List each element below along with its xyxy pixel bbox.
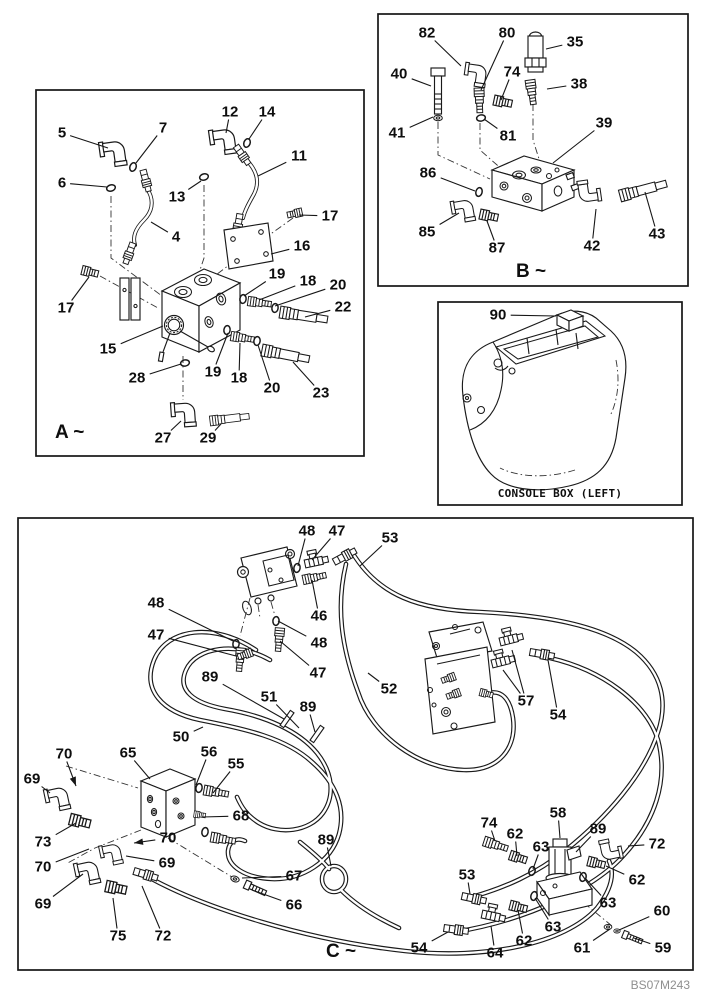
part-callout-68: 68 xyxy=(232,807,250,825)
elbow-fitting-27 xyxy=(170,401,196,427)
oring-48a xyxy=(293,563,301,573)
panel-console xyxy=(438,302,682,505)
part-callout-23: 23 xyxy=(312,384,330,402)
clamp-89a-drawing xyxy=(280,710,294,727)
part-callout-17: 17 xyxy=(321,207,339,225)
part-callout-87: 87 xyxy=(488,239,506,257)
panel-b xyxy=(378,14,688,286)
part-callout-64: 64 xyxy=(486,944,504,962)
leader-line xyxy=(150,364,181,374)
part-callout-48: 48 xyxy=(298,522,316,540)
plug-73 xyxy=(69,813,92,829)
part-callout-52: 52 xyxy=(380,680,398,698)
part-callout-60: 60 xyxy=(653,902,671,920)
part-callout-19: 19 xyxy=(268,265,286,283)
part-callout-69: 69 xyxy=(34,895,52,913)
nut-68 xyxy=(194,811,206,819)
leader-line xyxy=(312,580,318,609)
leader-line xyxy=(72,277,89,301)
leader-line xyxy=(56,823,76,835)
fitting-47b xyxy=(273,628,284,652)
hose-core xyxy=(322,866,346,892)
part-callout-12: 12 xyxy=(221,103,239,121)
part-callout-28: 28 xyxy=(128,369,146,387)
leader-line xyxy=(310,715,315,733)
clamp-89b-drawing xyxy=(310,725,324,742)
part-callout-89: 89 xyxy=(201,668,219,686)
plug-87 xyxy=(479,209,499,223)
part-callout-81: 81 xyxy=(499,127,517,145)
manifold-65-assembly xyxy=(43,766,267,897)
part-callout-47: 47 xyxy=(309,664,327,682)
part-callout-74: 74 xyxy=(503,63,521,81)
part-callout-19: 19 xyxy=(204,363,222,381)
hose-end-4b xyxy=(121,241,137,265)
part-callout-5: 5 xyxy=(57,124,67,142)
leader-line xyxy=(553,131,594,164)
part-callout-69: 69 xyxy=(158,854,176,872)
part-callout-7: 7 xyxy=(158,119,168,137)
fitting-62b xyxy=(587,856,606,870)
part-callout-4: 4 xyxy=(171,228,181,246)
leader-line xyxy=(511,315,556,316)
fitting-46 xyxy=(302,571,327,585)
leader-line xyxy=(491,926,494,946)
part-callout-61: 61 xyxy=(573,939,591,957)
section-b-label: B ~ xyxy=(516,261,547,282)
hose-end-11 xyxy=(232,143,252,166)
part-callout-40: 40 xyxy=(390,65,408,83)
part-callout-66: 66 xyxy=(285,896,303,914)
washer-67 xyxy=(230,875,240,883)
leader-line xyxy=(258,162,286,176)
part-callout-47: 47 xyxy=(328,522,346,540)
fitting-18b xyxy=(230,331,255,344)
elbow-fitting-69a xyxy=(43,785,71,813)
part-callout-53: 53 xyxy=(458,866,476,884)
center-valve-assembly xyxy=(425,622,555,734)
leader-line xyxy=(259,286,295,300)
tee-fitting-64 xyxy=(481,902,507,923)
hose-end-72-left xyxy=(133,866,159,883)
valve-block-15-drawing xyxy=(158,269,240,362)
leader-line xyxy=(619,917,649,930)
washer-61 xyxy=(604,924,612,929)
elbow-fitting-42 xyxy=(577,178,602,203)
leader-line xyxy=(503,670,520,694)
leader-line xyxy=(533,855,538,870)
part-callout-18: 18 xyxy=(230,369,248,387)
hose-end-4 xyxy=(139,169,153,193)
leader-line xyxy=(441,178,475,191)
leader-line xyxy=(280,641,309,666)
fitting-29 xyxy=(209,411,249,426)
console-caption: CONSOLE BOX (LEFT) xyxy=(497,487,623,500)
panel-a-parts xyxy=(81,127,328,428)
elbow-fitting-12 xyxy=(208,127,237,156)
part-callout-13: 13 xyxy=(168,188,186,206)
oring-13 xyxy=(199,173,209,181)
solenoid-cap-drawing xyxy=(553,839,567,847)
part-callout-48: 48 xyxy=(310,634,328,652)
elbow-fitting-85 xyxy=(450,198,476,224)
part-callout-80: 80 xyxy=(498,24,516,42)
part-callout-65: 65 xyxy=(119,744,137,762)
part-callout-46: 46 xyxy=(310,607,328,625)
leader-line xyxy=(548,660,557,708)
part-callout-90: 90 xyxy=(489,306,507,324)
part-callout-47: 47 xyxy=(147,626,165,644)
leader-line xyxy=(244,282,266,297)
part-callout-86: 86 xyxy=(419,164,437,182)
leader-line xyxy=(196,760,206,786)
part-callout-63: 63 xyxy=(532,838,550,856)
leader-line xyxy=(487,221,494,241)
part-callout-6: 6 xyxy=(57,174,67,192)
section-a-label: A ~ xyxy=(55,422,85,443)
part-callout-53: 53 xyxy=(381,529,399,547)
leader-line xyxy=(239,343,240,371)
part-callout-57: 57 xyxy=(517,692,535,710)
fitting-55a xyxy=(203,785,229,799)
valve-35-drawing xyxy=(525,32,546,72)
leader-line xyxy=(468,883,470,895)
fitting-75 xyxy=(105,880,128,896)
part-callout-15: 15 xyxy=(99,340,117,358)
leader-line xyxy=(435,41,461,67)
elbow-fitting-69b xyxy=(73,859,101,887)
oring-28 xyxy=(180,359,190,367)
leader-line xyxy=(368,673,379,682)
part-callout-29: 29 xyxy=(199,429,217,447)
part-callout-63: 63 xyxy=(544,918,562,936)
part-callout-14: 14 xyxy=(258,103,276,121)
leader-arrowhead xyxy=(70,776,76,786)
part-callout-70: 70 xyxy=(34,858,52,876)
leader-line xyxy=(249,120,262,140)
oring-7 xyxy=(129,162,138,172)
fitting-18a xyxy=(247,296,271,309)
hose-end-54-bottom xyxy=(443,923,469,936)
part-callout-69: 69 xyxy=(23,770,41,788)
fitting-43 xyxy=(618,178,667,202)
part-callout-67: 67 xyxy=(285,867,303,885)
leader-line xyxy=(593,929,610,941)
valve-block-39-drawing xyxy=(492,156,579,211)
leader-line xyxy=(126,856,154,861)
part-callout-75: 75 xyxy=(109,927,127,945)
leader-line xyxy=(188,181,201,190)
leader-line xyxy=(70,184,107,187)
part-callout-62: 62 xyxy=(628,871,646,889)
part-callout-89: 89 xyxy=(299,698,317,716)
part-callout-43: 43 xyxy=(648,225,666,243)
bolt-40-drawing xyxy=(431,68,445,114)
part-callout-70: 70 xyxy=(159,829,177,847)
oring-63c xyxy=(530,891,538,901)
part-callout-18: 18 xyxy=(299,272,317,290)
leader-line xyxy=(134,761,150,780)
part-callout-27: 27 xyxy=(154,429,172,447)
fitting-74c xyxy=(482,836,509,853)
part-callout-54: 54 xyxy=(410,939,428,957)
tee-fitting-57a xyxy=(497,625,524,646)
leader-line xyxy=(194,727,203,731)
leader-line xyxy=(202,816,228,817)
leader-line xyxy=(412,79,431,86)
part-callout-72: 72 xyxy=(154,927,172,945)
leader-line xyxy=(593,209,596,239)
part-callout-70: 70 xyxy=(55,745,73,763)
hose-4-drawing xyxy=(134,192,152,245)
elbow-fitting-70 xyxy=(99,842,124,867)
hose-end-54-top xyxy=(529,647,555,661)
part-callout-62: 62 xyxy=(515,932,533,950)
oring-19a xyxy=(239,294,246,304)
fitting-80 xyxy=(474,88,485,113)
part-callout-16: 16 xyxy=(293,237,311,255)
mount-post-drawing xyxy=(120,278,129,320)
elbow-fitting-5 xyxy=(98,139,127,168)
part-callout-50: 50 xyxy=(172,728,190,746)
part-callout-41: 41 xyxy=(388,124,406,142)
part-callout-73: 73 xyxy=(34,833,52,851)
oring-14 xyxy=(243,138,252,148)
plug-74 xyxy=(493,95,513,109)
drawing-reference-code: BS07M243 xyxy=(630,978,690,992)
part-callout-51: 51 xyxy=(260,688,278,706)
part-callout-58: 58 xyxy=(549,804,567,822)
part-callout-72: 72 xyxy=(648,835,666,853)
leader-line xyxy=(142,886,160,929)
leader-line xyxy=(271,249,289,254)
washer-41 xyxy=(434,115,443,121)
bolt-17-right xyxy=(287,208,303,219)
leader-line xyxy=(113,898,117,929)
part-callout-54: 54 xyxy=(549,706,567,724)
part-callout-55: 55 xyxy=(227,755,245,773)
part-callout-22: 22 xyxy=(334,298,352,316)
part-callout-20: 20 xyxy=(329,276,347,294)
fitting-22 xyxy=(279,306,328,325)
oring-20b xyxy=(253,336,260,346)
plug-17-left xyxy=(81,266,99,279)
leader-line xyxy=(293,362,314,386)
leader-line xyxy=(645,192,655,227)
oring-81 xyxy=(476,114,486,122)
part-callout-82: 82 xyxy=(418,24,436,42)
section-c-label: C ~ xyxy=(326,941,357,962)
oring-56b xyxy=(201,827,209,837)
oring-86 xyxy=(475,187,483,197)
hose-core xyxy=(243,164,257,218)
leader-line xyxy=(432,932,448,941)
part-callout-62: 62 xyxy=(506,825,524,843)
part-callout-20: 20 xyxy=(263,379,281,397)
part-callout-85: 85 xyxy=(418,223,436,241)
leader-line xyxy=(121,326,163,344)
part-callout-56: 56 xyxy=(200,743,218,761)
leader-line xyxy=(440,213,459,225)
tee-fitting-47a xyxy=(303,547,329,568)
part-callout-38: 38 xyxy=(570,75,588,93)
plate-16-drawing xyxy=(224,223,273,269)
leader-line xyxy=(484,119,497,129)
part-callout-63: 63 xyxy=(599,894,617,912)
leader-line xyxy=(481,41,504,91)
leader-arrowhead xyxy=(134,839,143,845)
part-callout-17: 17 xyxy=(57,299,75,317)
leader-line xyxy=(410,117,433,127)
mount-post-drawing xyxy=(131,278,140,320)
leader-line xyxy=(151,222,168,232)
leader-line xyxy=(547,86,566,89)
part-callout-89: 89 xyxy=(589,820,607,838)
leader-line xyxy=(512,650,524,694)
leader-line xyxy=(559,821,560,839)
elbow-hose72-end xyxy=(599,837,624,862)
part-callout-89: 89 xyxy=(317,831,335,849)
part-callout-42: 42 xyxy=(583,237,601,255)
fitting-38 xyxy=(525,79,538,105)
hose-core xyxy=(300,842,399,928)
part-callout-39: 39 xyxy=(595,114,613,132)
leader-line xyxy=(501,80,509,101)
panel-b-parts xyxy=(431,32,668,224)
tee-fitting-57b xyxy=(489,647,516,668)
leader-line xyxy=(546,45,562,49)
fitting-23 xyxy=(261,344,310,365)
leader-line xyxy=(275,289,325,306)
oring-6 xyxy=(106,184,116,192)
bolt-59 xyxy=(622,930,644,945)
leader-line xyxy=(53,874,83,897)
console-box-drawing xyxy=(462,310,625,490)
part-callout-48: 48 xyxy=(147,594,165,612)
part-callout-11: 11 xyxy=(291,147,307,165)
leader-line xyxy=(360,546,382,567)
fitting-55b xyxy=(210,832,236,846)
fitting-62a xyxy=(509,850,528,865)
leader-line xyxy=(299,215,317,216)
part-callout-74: 74 xyxy=(480,814,498,832)
leader-line xyxy=(171,421,181,431)
part-callout-59: 59 xyxy=(654,939,672,957)
part-callout-35: 35 xyxy=(566,33,584,51)
leader-line xyxy=(136,136,157,164)
